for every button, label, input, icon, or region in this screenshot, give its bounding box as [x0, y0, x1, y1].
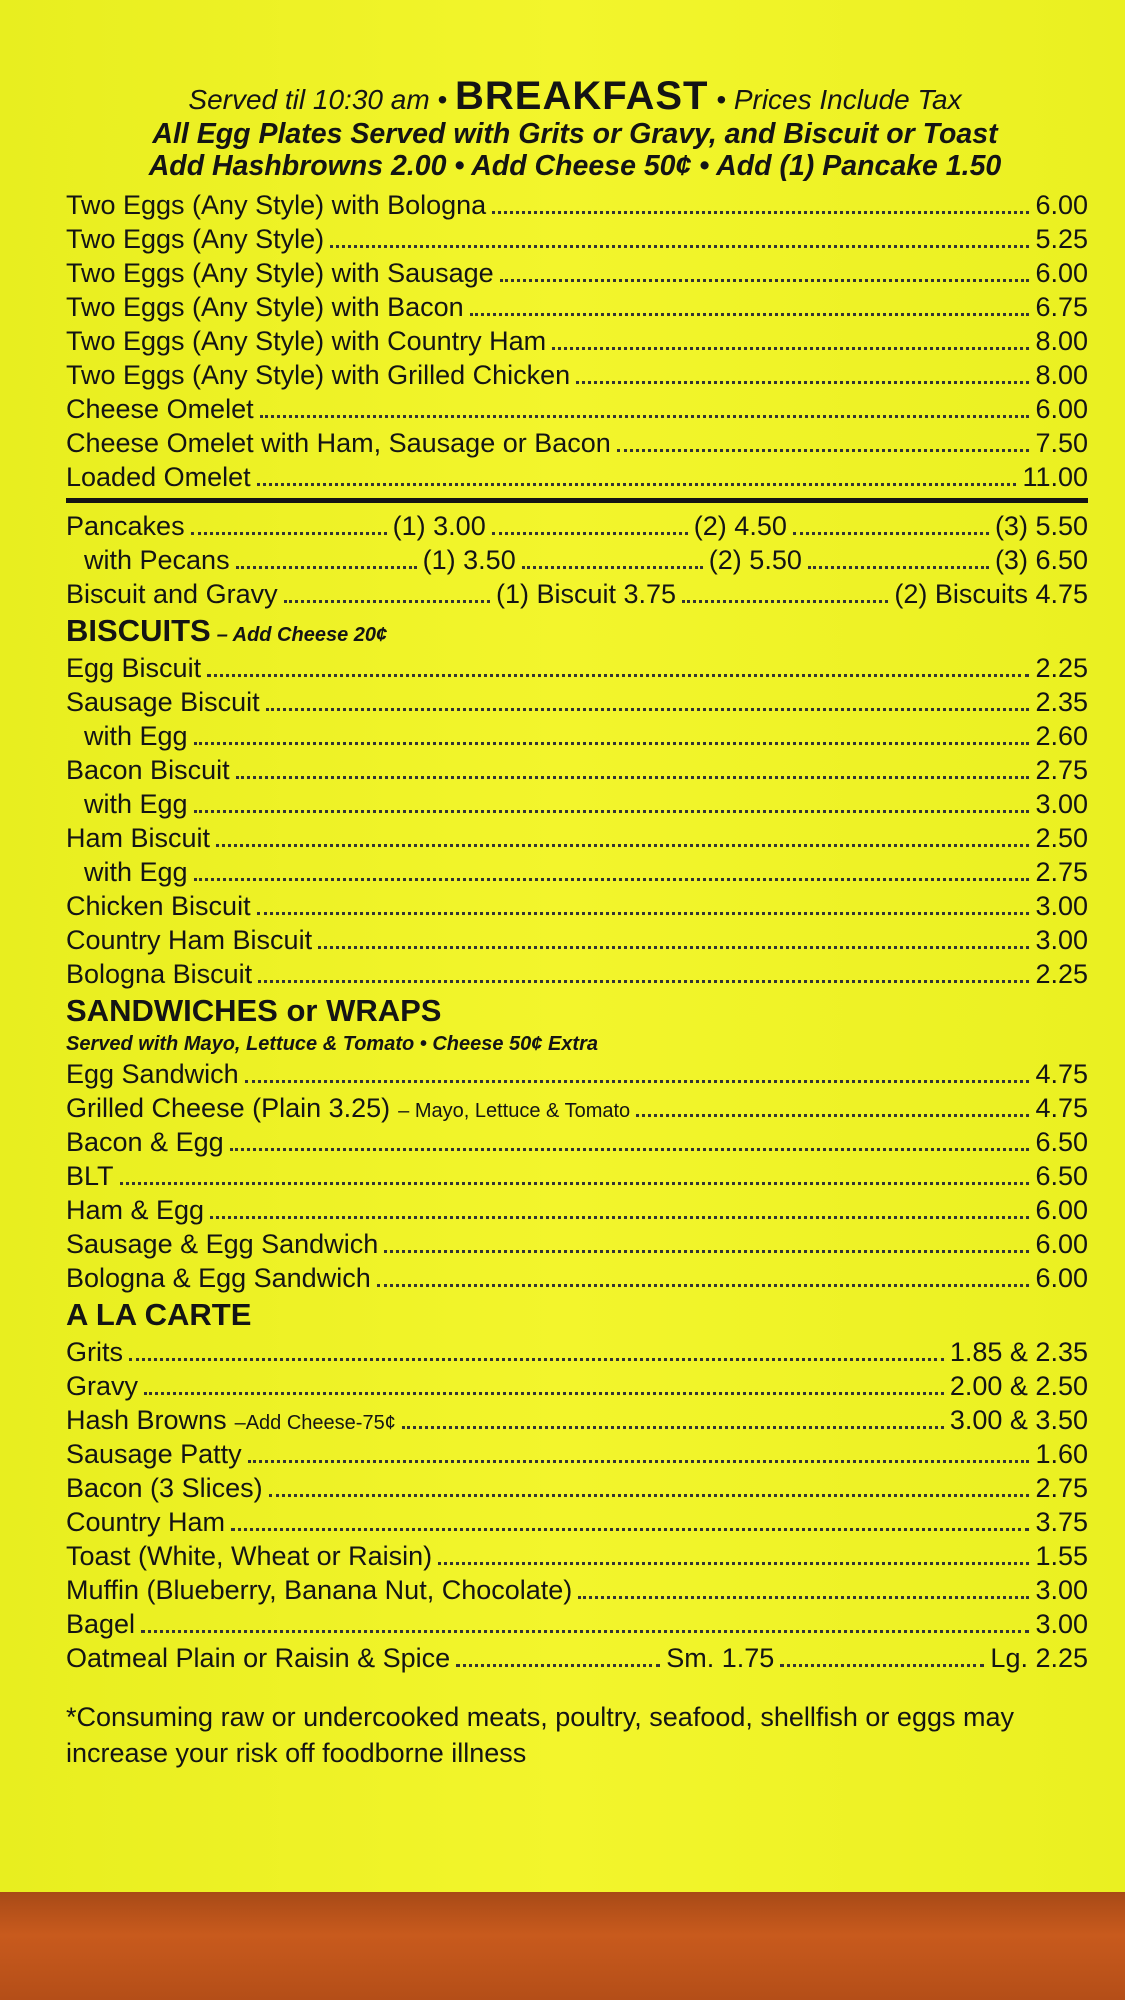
leader-dots — [216, 822, 1029, 847]
menu-item-row — [66, 358, 1088, 392]
menu-item-row — [66, 1403, 1088, 1437]
menu-item-row — [66, 957, 1088, 991]
prices-note: • Prices Include Tax — [716, 84, 962, 115]
price-option: (1) 3.50 — [422, 545, 516, 575]
leader-dots — [266, 686, 1030, 711]
item-price: 5.25 — [1035, 224, 1088, 254]
menu-item-row — [66, 889, 1088, 923]
item-price: 3.00 — [1035, 891, 1088, 921]
leader-dots — [194, 788, 1030, 813]
leader-dots — [258, 958, 1029, 983]
item-name: Bacon (3 Slices) — [66, 1473, 263, 1503]
menu-item-row — [66, 1335, 1088, 1369]
item-name: Two Eggs (Any Style) with Sausage — [66, 258, 494, 288]
leader-dots — [191, 510, 387, 535]
item-name: with Pecans — [84, 545, 230, 575]
menu-item-row — [66, 855, 1088, 889]
menu-item-row — [66, 1159, 1088, 1193]
menu-item-row — [66, 1369, 1088, 1403]
leader-dots — [500, 257, 1030, 282]
leader-dots — [470, 291, 1030, 316]
leader-dots — [578, 1574, 1029, 1599]
item-name: Bacon & Egg — [66, 1127, 224, 1157]
leader-dots — [141, 1608, 1029, 1633]
leader-dots — [230, 1126, 1030, 1151]
price-option: Sm. 1.75 — [666, 1643, 775, 1673]
item-name: Loaded Omelet — [66, 462, 251, 492]
menu-item-row — [66, 1261, 1088, 1295]
price-option: (2) 5.50 — [708, 545, 802, 575]
item-name: Ham Biscuit — [66, 823, 211, 853]
item-price: 2.25 — [1035, 959, 1088, 989]
item-name: with Egg — [84, 857, 188, 887]
food-safety-footnote: *Consuming raw or undercooked meats, poultry, seafood, shellfish or eggs may increase your risk off foodborne illness — [66, 1702, 1014, 1768]
item-price: 1.55 — [1035, 1541, 1088, 1571]
leader-dots — [257, 890, 1030, 915]
oatmeal-row — [66, 1641, 1088, 1675]
item-note: –Add Cheese-75¢ — [234, 1412, 396, 1434]
item-name: Grits — [66, 1337, 123, 1367]
item-price: 3.00 — [1035, 789, 1088, 819]
item-name: Two Eggs (Any Style) with Bologna — [66, 190, 487, 220]
biscuits-heading — [66, 611, 1088, 651]
item-price: 7.50 — [1035, 428, 1088, 458]
item-price: 6.00 — [1035, 258, 1088, 288]
item-price: 2.35 — [1035, 687, 1088, 717]
item-price: 4.75 — [1035, 1059, 1088, 1089]
section-note: – Add Cheese 20¢ — [216, 624, 388, 646]
price-option: (1) 3.00 — [392, 511, 486, 541]
item-name: Biscuit and Gravy — [66, 579, 278, 609]
menu-item-row — [66, 1471, 1088, 1505]
menu-item-row — [66, 290, 1088, 324]
item-name: Hash Browns — [66, 1405, 227, 1435]
item-price: 4.75 — [1035, 1093, 1088, 1123]
leader-dots — [682, 578, 888, 603]
item-price: 3.00 — [1035, 1575, 1088, 1605]
alacarte-heading: A LA CARTE — [66, 1297, 252, 1332]
item-price: 2.50 — [1035, 823, 1088, 853]
leader-dots — [194, 720, 1030, 745]
leader-dots — [576, 359, 1029, 384]
item-price: 3.00 & 3.50 — [949, 1405, 1088, 1435]
item-price: 3.00 — [1035, 1609, 1088, 1639]
leader-dots — [207, 652, 1029, 677]
sandwiches-heading: SANDWICHES or WRAPS — [66, 993, 442, 1028]
menu-header — [60, 74, 1090, 182]
item-name: Country Ham Biscuit — [66, 925, 313, 955]
item-name: Cheese Omelet — [66, 394, 254, 424]
menu-item-row — [66, 222, 1088, 256]
menu-item-row — [66, 426, 1088, 460]
item-name: Bacon Biscuit — [66, 755, 230, 785]
leader-dots — [269, 1472, 1030, 1497]
item-name: Two Eggs (Any Style) with Grilled Chicken — [66, 360, 571, 390]
add-ons-note: Add Hashbrowns 2.00 • Add Cheese 50¢ • Add (1) Pancake 1.50 — [148, 150, 1002, 182]
menu-item-row — [66, 188, 1088, 222]
leader-dots — [284, 578, 490, 603]
item-name: Country Ham — [66, 1507, 226, 1537]
leader-dots — [120, 1160, 1030, 1185]
menu-item-row — [66, 1539, 1088, 1573]
price-option: (2) Biscuits 4.75 — [894, 579, 1088, 609]
item-price: 3.00 — [1035, 925, 1088, 955]
item-price: 6.00 — [1035, 190, 1088, 220]
item-name: with Egg — [84, 721, 188, 751]
item-name: Two Eggs (Any Style) — [66, 224, 325, 254]
leader-dots — [780, 1642, 984, 1667]
item-note: – Mayo, Lettuce & Tomato — [398, 1100, 631, 1122]
item-name: with Egg — [84, 789, 188, 819]
item-price: 1.60 — [1035, 1439, 1088, 1469]
menu-item-row — [66, 753, 1088, 787]
price-option: (2) 4.50 — [693, 511, 787, 541]
item-price: 8.00 — [1035, 326, 1088, 356]
served-until-text: Served til 10:30 am • — [188, 84, 448, 115]
item-price: 6.00 — [1035, 394, 1088, 424]
item-name: Pancakes — [66, 511, 185, 541]
menu-item-row — [66, 460, 1088, 494]
leader-dots — [636, 1092, 1029, 1117]
leader-dots — [384, 1228, 1029, 1253]
menu-item-row — [66, 923, 1088, 957]
leader-dots — [402, 1404, 944, 1429]
item-name: Oatmeal Plain or Raisin & Spice — [66, 1643, 451, 1673]
item-name: Ham & Egg — [66, 1195, 205, 1225]
item-price: 2.25 — [1035, 653, 1088, 683]
item-name: Grilled Cheese (Plain 3.25) — [66, 1093, 391, 1123]
section-title: BISCUITS — [66, 613, 211, 648]
item-price: 2.75 — [1035, 857, 1088, 887]
pecans-row — [66, 543, 1088, 577]
menu-item-row — [66, 1437, 1088, 1471]
item-name: Bagel — [66, 1609, 136, 1639]
item-price: 6.50 — [1035, 1161, 1088, 1191]
menu-item-row — [66, 787, 1088, 821]
item-price: 2.75 — [1035, 755, 1088, 785]
leader-dots — [129, 1336, 944, 1361]
item-name: Two Eggs (Any Style) with Country Ham — [66, 326, 547, 356]
menu-item-row — [66, 1505, 1088, 1539]
item-name: Sausage Biscuit — [66, 687, 260, 717]
menu-item-row — [66, 392, 1088, 426]
menu-item-row — [66, 256, 1088, 290]
menu-item-row — [66, 651, 1088, 685]
menu-item-row — [66, 1091, 1088, 1125]
leader-dots — [236, 544, 417, 569]
item-price: 2.00 & 2.50 — [949, 1371, 1088, 1401]
menu-item-row — [66, 821, 1088, 855]
menu-item-row — [66, 719, 1088, 753]
item-price: 6.00 — [1035, 1195, 1088, 1225]
leader-dots — [248, 1438, 1030, 1463]
item-name: Cheese Omelet with Ham, Sausage or Bacon — [66, 428, 611, 458]
egg-plates-note: All Egg Plates Served with Grits or Gravy, and Biscuit or Toast — [152, 118, 998, 150]
item-price: 6.00 — [1035, 1263, 1088, 1293]
leader-dots — [144, 1370, 944, 1395]
leader-dots — [260, 393, 1030, 418]
leader-dots — [438, 1540, 1029, 1565]
item-price: 6.50 — [1035, 1127, 1088, 1157]
leader-dots — [318, 924, 1029, 949]
item-name: Gravy — [66, 1371, 139, 1401]
sandwiches-subtitle: Served with Mayo, Lettuce & Tomato • Cheese 50¢ Extra — [66, 1033, 598, 1055]
leader-dots — [492, 189, 1029, 214]
leader-dots — [194, 856, 1030, 881]
menu-item-row — [66, 1057, 1088, 1091]
leader-dots — [231, 1506, 1029, 1531]
item-price: 2.75 — [1035, 1473, 1088, 1503]
menu-item-row — [66, 1573, 1088, 1607]
item-price: 1.85 & 2.35 — [949, 1337, 1088, 1367]
leader-dots — [808, 544, 989, 569]
leader-dots — [257, 461, 1017, 486]
item-name: Sausage & Egg Sandwich — [66, 1229, 379, 1259]
price-option: (1) Biscuit 3.75 — [495, 579, 677, 609]
item-name: BLT — [66, 1161, 114, 1191]
item-name: Muffin (Blueberry, Banana Nut, Chocolate) — [66, 1575, 573, 1605]
leader-dots — [245, 1058, 1030, 1083]
menu-item-row — [66, 324, 1088, 358]
item-name: Egg Sandwich — [66, 1059, 239, 1089]
menu-item-row — [66, 1193, 1088, 1227]
leader-dots — [617, 427, 1030, 452]
item-name: Toast (White, Wheat or Raisin) — [66, 1541, 433, 1571]
leader-dots — [492, 510, 688, 535]
item-price: 6.00 — [1035, 1229, 1088, 1259]
item-name: Bologna Biscuit — [66, 959, 253, 989]
price-option: (3) 6.50 — [994, 545, 1088, 575]
item-price: 6.75 — [1035, 292, 1088, 322]
price-option: (3) 5.50 — [994, 511, 1088, 541]
item-price: 8.00 — [1035, 360, 1088, 390]
egg-plates-section — [66, 188, 1088, 1771]
item-name: Bologna & Egg Sandwich — [66, 1263, 371, 1293]
leader-dots — [236, 754, 1030, 779]
menu-item-row — [66, 685, 1088, 719]
pancakes-row — [66, 509, 1088, 543]
item-price: 11.00 — [1022, 462, 1088, 492]
item-name: Two Eggs (Any Style) with Bacon — [66, 292, 464, 322]
item-price: 3.75 — [1035, 1507, 1088, 1537]
page-title: BREAKFAST — [455, 74, 709, 118]
item-price: 2.60 — [1035, 721, 1088, 751]
item-name: Sausage Patty — [66, 1439, 242, 1469]
leader-dots — [330, 223, 1029, 248]
leader-dots — [552, 325, 1029, 350]
section-divider — [66, 498, 1088, 503]
price-option: Lg. 2.25 — [990, 1643, 1089, 1673]
leader-dots — [522, 544, 703, 569]
header-line — [60, 74, 1090, 118]
item-name: Egg Biscuit — [66, 653, 202, 683]
leader-dots — [377, 1262, 1030, 1287]
menu-item-row — [66, 1607, 1088, 1641]
leader-dots — [210, 1194, 1029, 1219]
table-edge — [0, 1892, 1125, 2000]
leader-dots — [793, 510, 989, 535]
biscuit-gravy-row — [66, 577, 1088, 611]
menu-item-row — [66, 1227, 1088, 1261]
item-name: Chicken Biscuit — [66, 891, 251, 921]
leader-dots — [456, 1642, 660, 1667]
menu-item-row — [66, 1125, 1088, 1159]
